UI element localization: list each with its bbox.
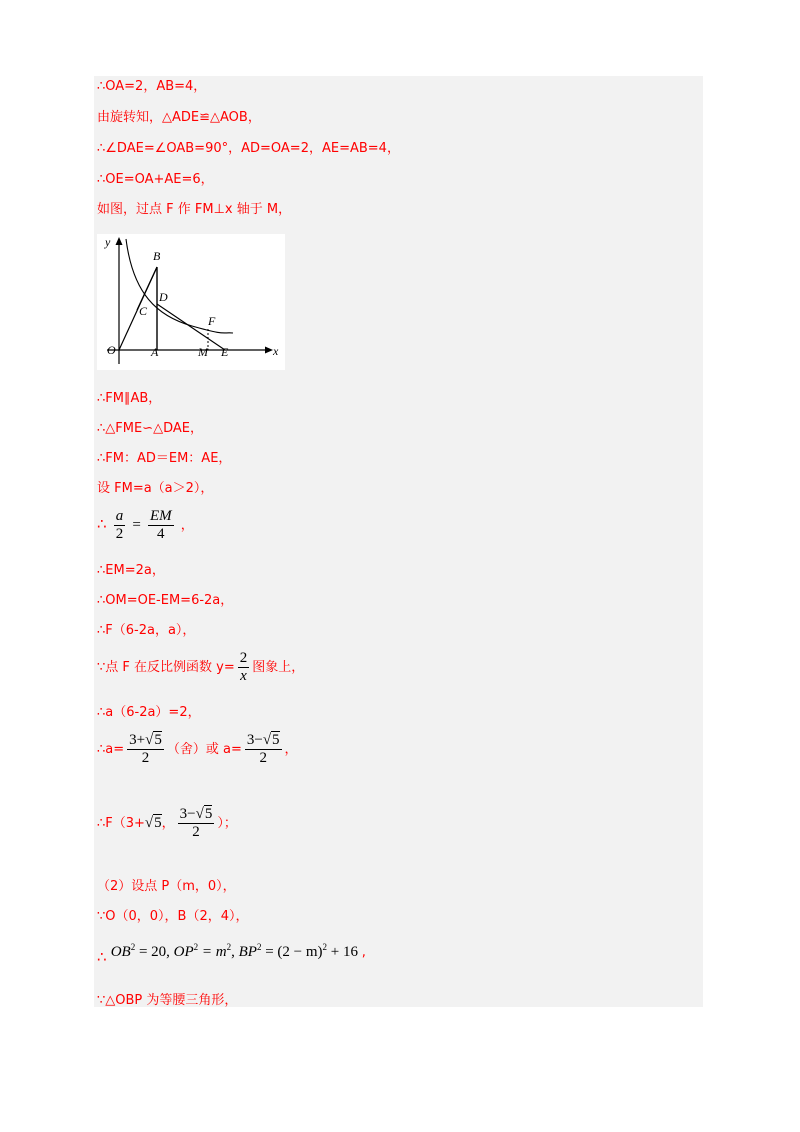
comma: ，	[284, 742, 298, 757]
radicand: 5	[272, 732, 280, 748]
fraction-denominator: 2	[115, 526, 124, 542]
line-f-result: ∴F（3+√5， $\frac{3-√5}{2}$ ）；	[97, 806, 237, 840]
superscript: 2	[130, 942, 136, 952]
fraction-numerator: a	[115, 508, 124, 524]
label-f: F	[208, 314, 216, 328]
line-draw-fm: 如图，过点 F 作 FM⊥x 轴于 M，	[97, 202, 292, 217]
geometry-figure	[97, 234, 285, 370]
label-d: D	[159, 290, 168, 304]
line-text: ）；	[217, 816, 237, 831]
ob-term: OB	[110, 944, 131, 960]
comma: ，	[180, 518, 194, 533]
fraction-denominator: 2	[141, 750, 150, 766]
bp-end: + 16	[330, 944, 358, 960]
bp-term: BP	[238, 944, 257, 960]
superscript: 2	[322, 942, 328, 952]
num-part: 3+	[129, 732, 146, 748]
fraction-numerator: EM	[149, 508, 172, 524]
line-rotation: 由旋转知，△ADE≌△AOB，	[97, 110, 261, 125]
line-isosceles: ∵△OBP 为等腰三角形，	[97, 993, 238, 1008]
equals-sign: =	[132, 517, 141, 533]
y-axis-arrow	[116, 237, 123, 245]
comma: ，	[161, 816, 175, 831]
fraction-2-over-x	[238, 650, 250, 685]
distance-formula: $OB^2 = 20$, $OP^2 = m^2$, $BP^2 = (2 - m)^2 + 16$	[110, 942, 358, 960]
figure-svg	[97, 234, 285, 370]
op-value: = m	[201, 944, 227, 960]
line-parallel: ∴FM∥AB，	[97, 391, 162, 406]
line-equation: ∴a（6-2a）=2，	[97, 705, 201, 720]
line-similar: ∴△FME∽△DAE，	[97, 421, 203, 436]
line-oa-ab: ∴OA=2，AB=4，	[97, 79, 207, 94]
line-angle: ∴∠DAE=∠OAB=90°，AD=OA=2，AE=AB=4，	[97, 141, 400, 156]
fraction-numerator: 3−√5	[246, 732, 280, 748]
therefore-symbol: ∴	[97, 948, 107, 966]
radicand: 5	[204, 806, 213, 822]
therefore-symbol: ∴	[97, 515, 107, 533]
line-text: （舍）或 a=	[166, 742, 242, 757]
radicand: 5	[154, 815, 162, 831]
label-o: O	[107, 343, 116, 357]
fraction-denominator: 4	[157, 526, 165, 542]
fraction-3-plus-root5	[127, 732, 164, 767]
fraction-denominator: x	[240, 668, 247, 684]
label-m: M	[198, 345, 208, 359]
fraction-numerator: 3+√5	[129, 732, 162, 748]
bp-value: = (2 − m)	[265, 944, 323, 960]
line-let-fm: 设 FM=a（a＞2），	[97, 481, 214, 496]
line-inverse-function	[97, 650, 304, 685]
line-ratio: ∴FM：AD＝EM：AE，	[97, 451, 232, 466]
line-om: ∴OM=OE-EM=6-2a，	[97, 593, 234, 608]
line-oe: ∴OE=OA+AE=6，	[97, 172, 214, 187]
comma: ,	[361, 945, 366, 960]
superscript: 2	[193, 942, 199, 952]
label-a: A	[151, 345, 159, 359]
line-text: ∴a=	[97, 742, 125, 757]
superscript: 2	[226, 942, 232, 952]
line-part2: （2）设点 P（m，0），	[97, 879, 236, 894]
label-c: C	[139, 304, 148, 318]
line-text: ∵点 F 在反比例函数 y=	[97, 660, 235, 675]
superscript: 2	[256, 942, 262, 952]
fraction-denominator: 2	[192, 824, 200, 840]
op-term: OP	[173, 944, 194, 960]
num-part: 3−	[246, 732, 263, 748]
fraction-3-minus-root5	[245, 732, 282, 767]
fraction-em-over-4	[148, 508, 174, 543]
line-points: ∵O（0，0），B（2，4），	[97, 909, 249, 924]
label-x: x	[273, 344, 279, 358]
fraction-denominator: 2	[259, 750, 267, 766]
line-text: 图象上，	[252, 660, 305, 675]
fraction-3-minus-root5	[178, 806, 215, 841]
line-text: ∴F（3+	[97, 816, 145, 831]
radicand: 5	[154, 732, 162, 748]
fraction-numerator: 3−√5	[179, 806, 213, 822]
num-part: 3−	[179, 806, 196, 822]
line-solutions	[97, 732, 298, 767]
fraction-numerator: 2	[239, 650, 248, 666]
label-b: B	[153, 249, 161, 263]
ob-value: = 20,	[138, 944, 170, 960]
fraction-a-over-2	[114, 508, 126, 543]
label-y: y	[105, 235, 111, 249]
line-fraction-eq	[97, 508, 194, 543]
line-distances	[97, 938, 366, 966]
line-em: ∴EM=2a，	[97, 563, 165, 578]
line-f-coord: ∴F（6-2a，a），	[97, 623, 196, 638]
x-axis-arrow	[265, 347, 273, 354]
label-e: E	[221, 345, 229, 359]
